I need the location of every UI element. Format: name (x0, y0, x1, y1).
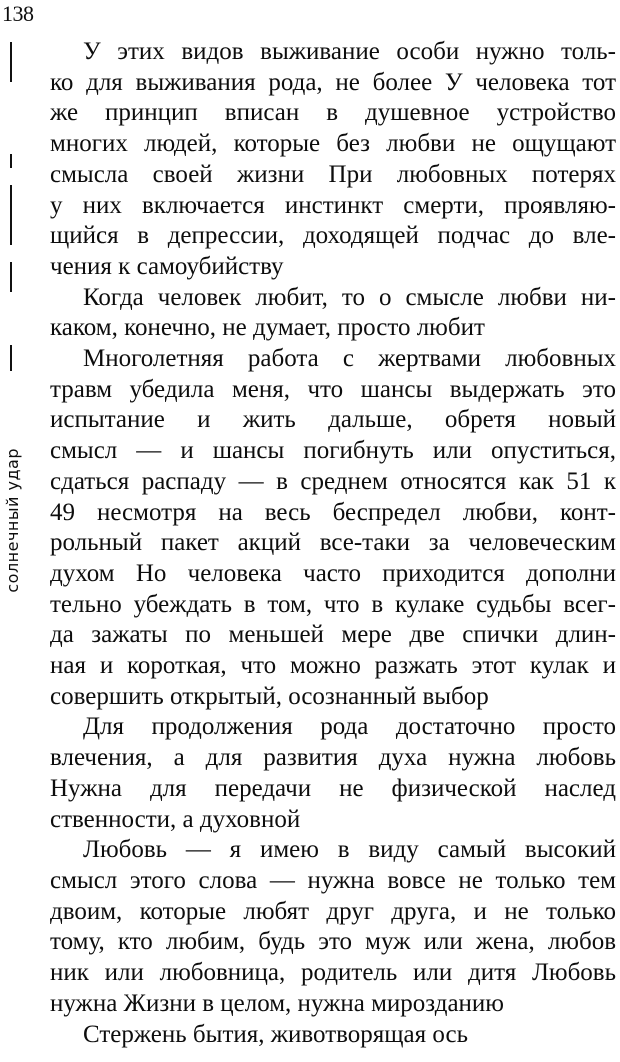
margin-rule (10, 42, 12, 82)
margin-rule (10, 154, 12, 168)
text-line: у них включается инстинкт смерти, проявляю- (50, 191, 616, 219)
paragraph (50, 1020, 616, 1051)
margin-rule (10, 262, 12, 292)
text-line: ная и короткая, что можно разжать этот кулак и (50, 652, 616, 680)
text-line: многих людей, которые без любви не ощущают (50, 130, 616, 158)
page-number: 138 (2, 1, 34, 26)
text-line: ственности, а духовной (50, 805, 301, 833)
text-line: Нужна для передачи не физической наслед (50, 774, 616, 802)
text-line: же принцип вписан в душевное устройство (50, 99, 616, 127)
margin-rule (10, 345, 12, 371)
text-line: Стержень бытия, животворящая ось (83, 1020, 468, 1048)
text-line: духом Но человека часто приходится дополни (50, 559, 616, 587)
running-title: солнечный удар (3, 448, 22, 593)
text-line: травм убедила меня, что шансы выдержать это (50, 375, 616, 403)
paragraph (50, 835, 616, 1019)
margin-rule (10, 185, 12, 245)
text-line: тому, кто любим, будь это муж или жена, любов (50, 928, 616, 956)
text-line: 49 несмотря на весь беспредел любви, конт- (50, 498, 616, 526)
text-line: испытание и жить дальше, обретя новый (50, 406, 616, 434)
text-line: рольный пакет акций все-таки за человеческим (50, 529, 616, 557)
text-line: Когда человек любит, то о смысле любви ни- (83, 283, 616, 311)
text-line: да зажаты по меньшей мере две спички длин- (50, 621, 616, 649)
text-line: нужна Жизни в целом, нужна мирозданию (50, 989, 504, 1017)
text-line: ко для выживания рода, не более У человека тот (50, 68, 616, 96)
paragraph (50, 344, 616, 712)
text-line: влечения, а для развития духа нужна любовь (50, 744, 616, 772)
text-line: У этих видов выживание особи нужно толь- (83, 38, 616, 65)
text-line: смысл — и шансы погибнуть или опуститься, (50, 437, 616, 465)
paragraph (50, 712, 616, 835)
text-line: Для продолжения рода достаточно просто (83, 713, 616, 741)
text-line: щийся в депрессии, доходящей подчас до вле- (50, 222, 616, 250)
text-line: совершить открытый, осознанный выбор (50, 682, 489, 710)
text-line: Многолетняя работа с жертвами любовных (83, 345, 616, 373)
text-line: Любовь — я имею в виду самый высокий (83, 836, 616, 864)
paragraph (50, 283, 616, 344)
text-line: тельно убеждать в том, что в кулаке судьбы всег- (50, 590, 616, 618)
text-line: чения к самоубийству (50, 252, 284, 280)
text-line: каком, конечно, не думает, просто любит (50, 314, 485, 342)
text-line: двоим, которые любят друг друга, и не только (50, 897, 616, 925)
text-line: смысл этого слова — нужна вовсе не только тем (50, 866, 616, 894)
text-line: сдаться распаду — в среднем относятся как 51 к (50, 467, 616, 495)
paragraph (50, 37, 616, 283)
text-line: смысла своей жизни При любовных потерях (50, 160, 616, 188)
body-text (50, 37, 616, 1050)
text-line: ник или любовница, родитель или дитя Любовь (50, 959, 616, 987)
